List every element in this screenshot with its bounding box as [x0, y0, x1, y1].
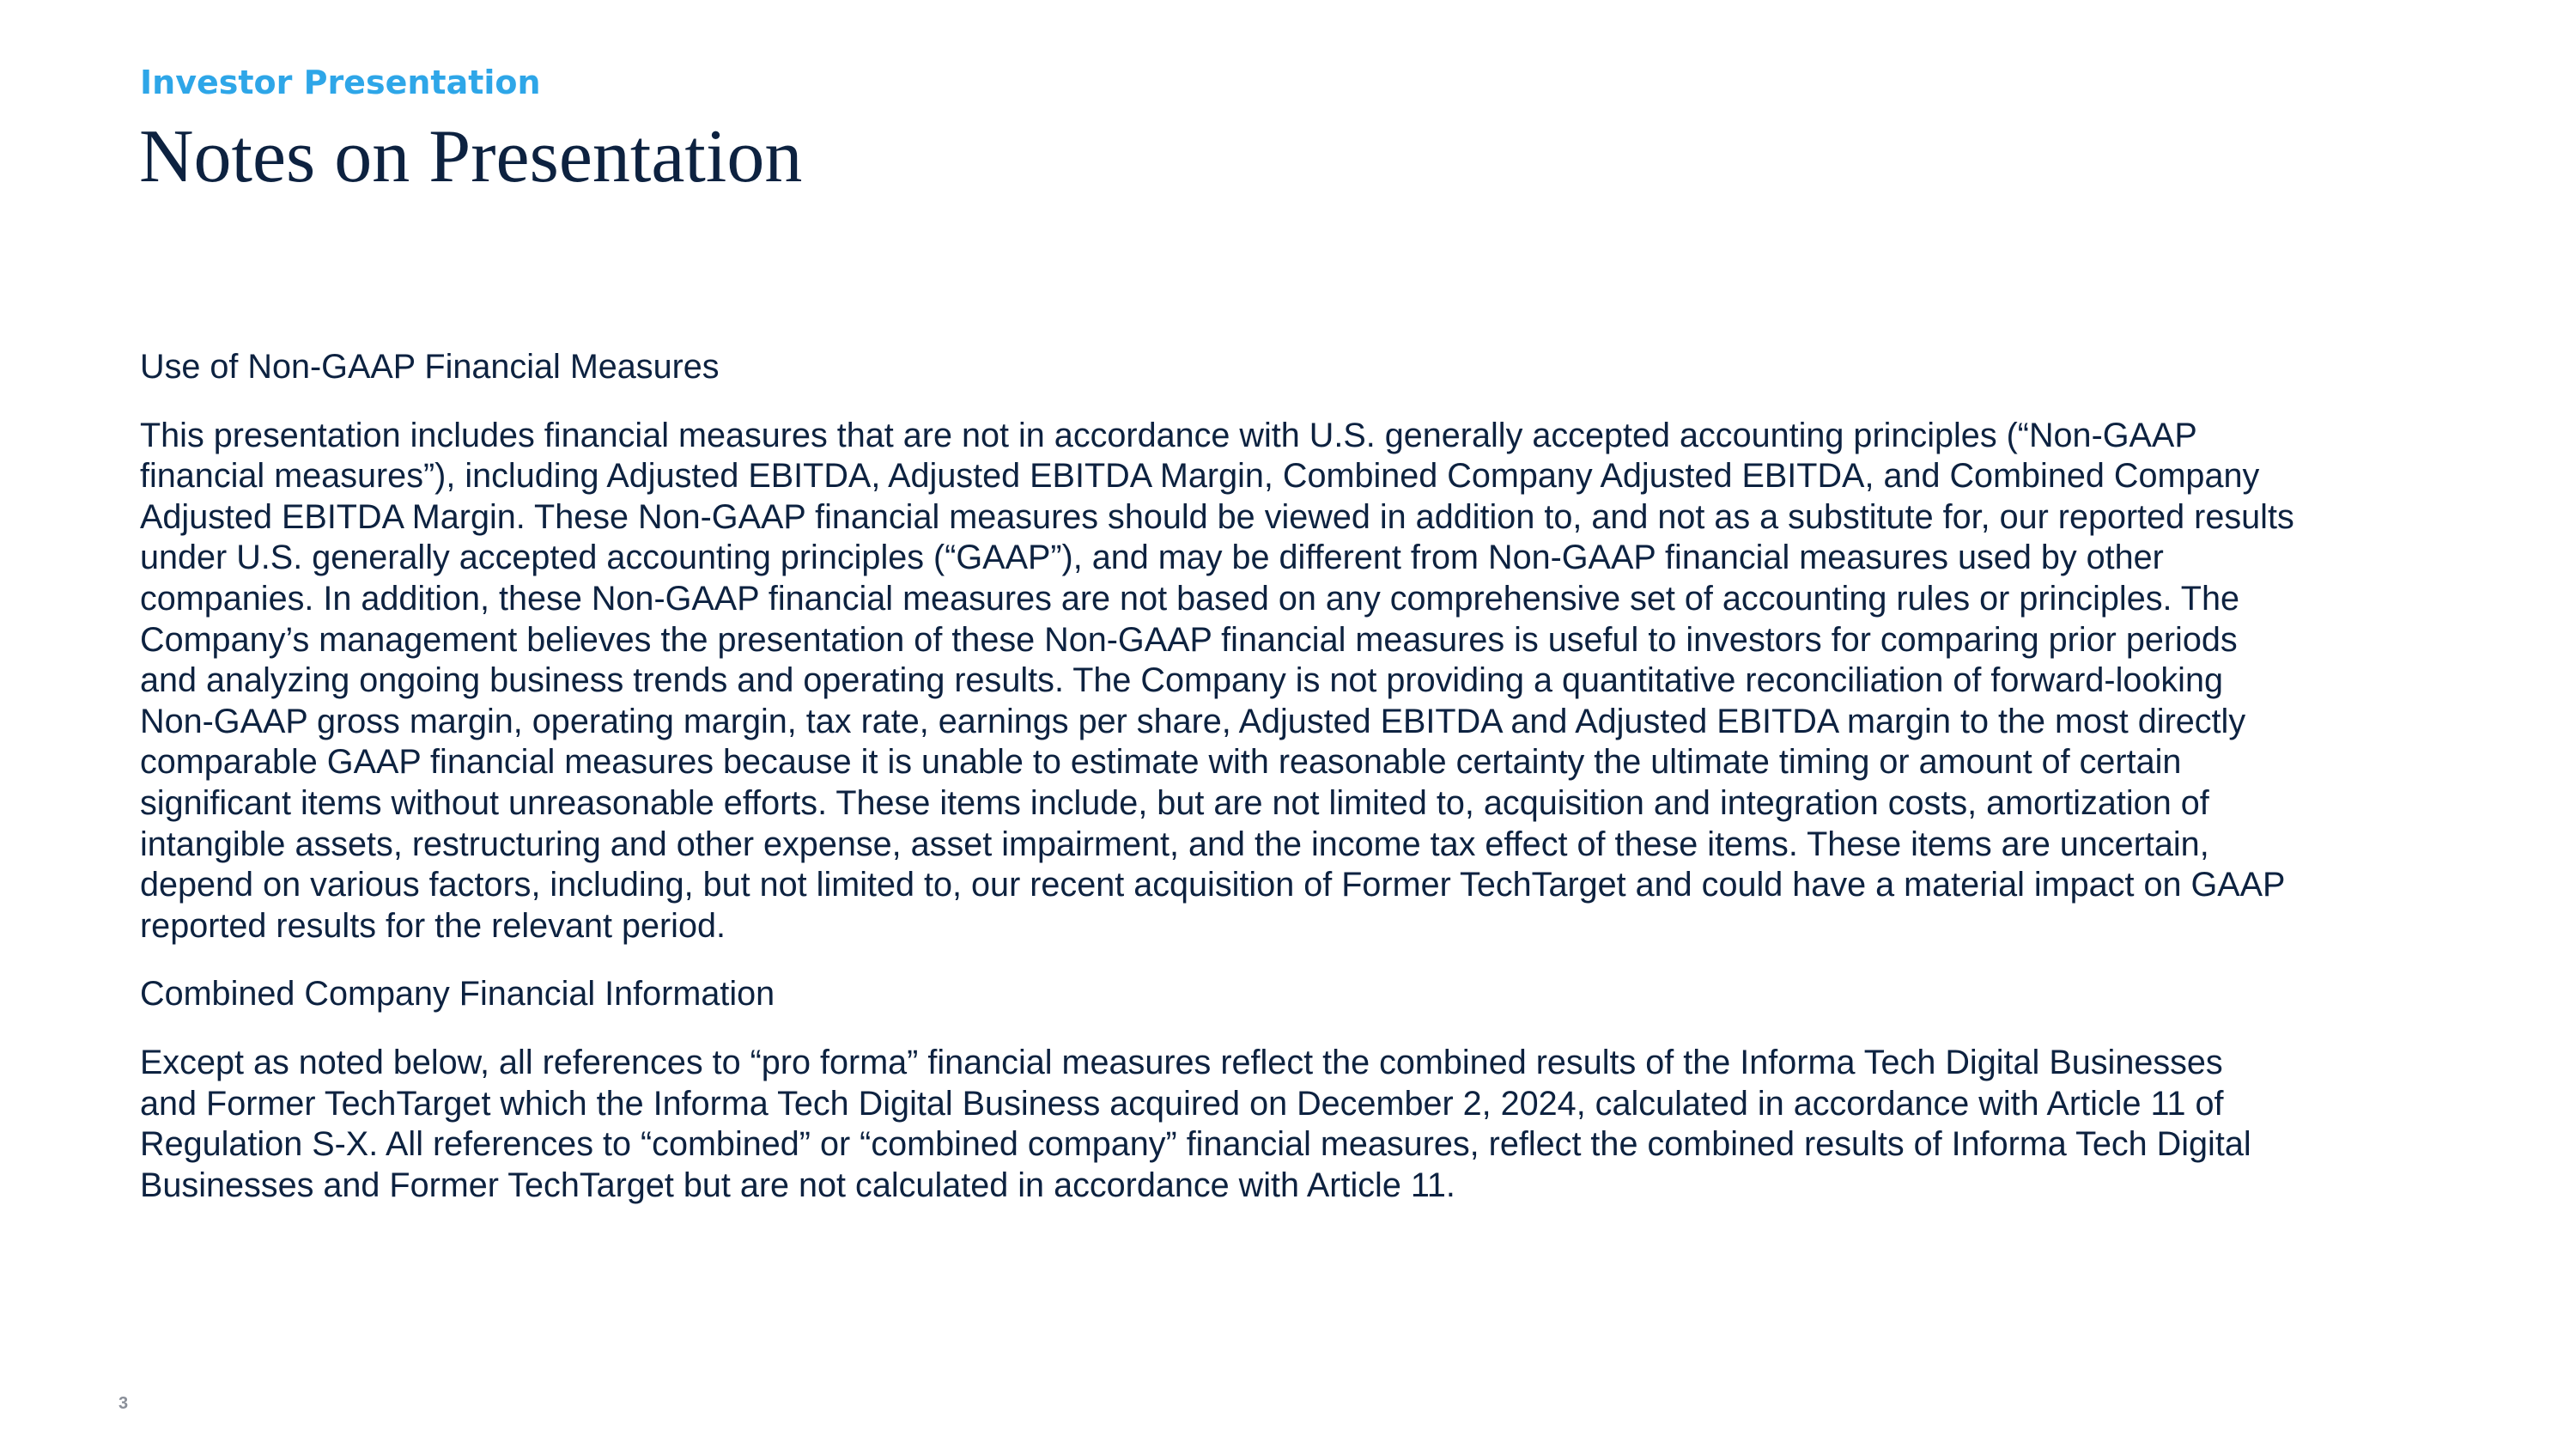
eyebrow-label: Investor Presentation [140, 64, 541, 101]
paragraph-line: financial measures”), including Adjusted EBITDA, Adjusted EBITDA Margin, Combined Company Adjusted EBITDA, and Combined Company [140, 457, 2260, 496]
section-heading-non-gaap: Use of Non-GAAP Financial Measures [140, 348, 720, 386]
paragraph-line: Adjusted EBITDA Margin. These Non-GAAP financial measures should be viewed in addition to, and not as a substitute for, our reported results [140, 497, 2294, 536]
page-number: 3 [118, 1394, 129, 1413]
paragraph-line: and Former TechTarget which the Informa Tech Digital Business acquired on December 2, 2024, calculated in accordance with Article 11 of [140, 1084, 2224, 1123]
paragraph-line: significant items without unreasonable efforts. These items include, but are not limited to, acquisition and integration costs, amortization of [140, 783, 2209, 822]
paragraph-line: Except as noted below, all references to “pro forma” financial measures reflect the combined results of the Informa Tech Digital Businesses [140, 1043, 2223, 1081]
paragraph-line: companies. In addition, these Non-GAAP financial measures are not based on any comprehensive set of accounting rules or principles. The [140, 579, 2239, 618]
paragraph-line: depend on various factors, including, but not limited to, our recent acquisition of Former TechTarget and could have a material impact on GAAP [140, 866, 2286, 904]
paragraph-line: comparable GAAP financial measures because it is unable to estimate with reasonable certainty the ultimate timing or amount of certain [140, 743, 2182, 782]
paragraph-line: reported results for the relevant period. [140, 906, 726, 945]
paragraph-line: and analyzing ongoing business trends and operating results. The Company is not providing a quantitative reconciliation of forward-looking [140, 661, 2223, 700]
combined-company-paragraph [140, 1043, 2476, 1206]
non-gaap-section [140, 347, 2476, 947]
combined-company-section [140, 974, 2476, 1206]
paragraph-line: Regulation S-X. All references to “combined” or “combined company” financial measures, reflect the combined results of Informa Tech Digital [140, 1125, 2251, 1164]
paragraph-line: Businesses and Former TechTarget but are not calculated in accordance with Article 11. [140, 1166, 1455, 1204]
section-heading-combined-company: Combined Company Financial Information [140, 975, 775, 1014]
page-title: Notes on Presentation [139, 115, 803, 198]
non-gaap-paragraph [140, 416, 2476, 947]
paragraph-line: under U.S. generally accepted accounting principles (“GAAP”), and may be different from Non-GAAP financial measures used by other [140, 539, 2164, 577]
slide-content [140, 347, 2476, 1233]
paragraph-line: This presentation includes financial measures that are not in accordance with U.S. generally accepted accounting principles (“Non-GAAP [140, 416, 2197, 454]
paragraph-line: Company’s management believes the presentation of these Non-GAAP financial measures is useful to investors for comparing prior periods [140, 620, 2238, 659]
paragraph-line: Non-GAAP gross margin, operating margin, tax rate, earnings per share, Adjusted EBITDA and Adjusted EBITDA margin to the most directly [140, 702, 2246, 740]
paragraph-line: intangible assets, restructuring and other expense, asset impairment, and the income tax effect of these items. These items are uncertain, [140, 825, 2209, 863]
